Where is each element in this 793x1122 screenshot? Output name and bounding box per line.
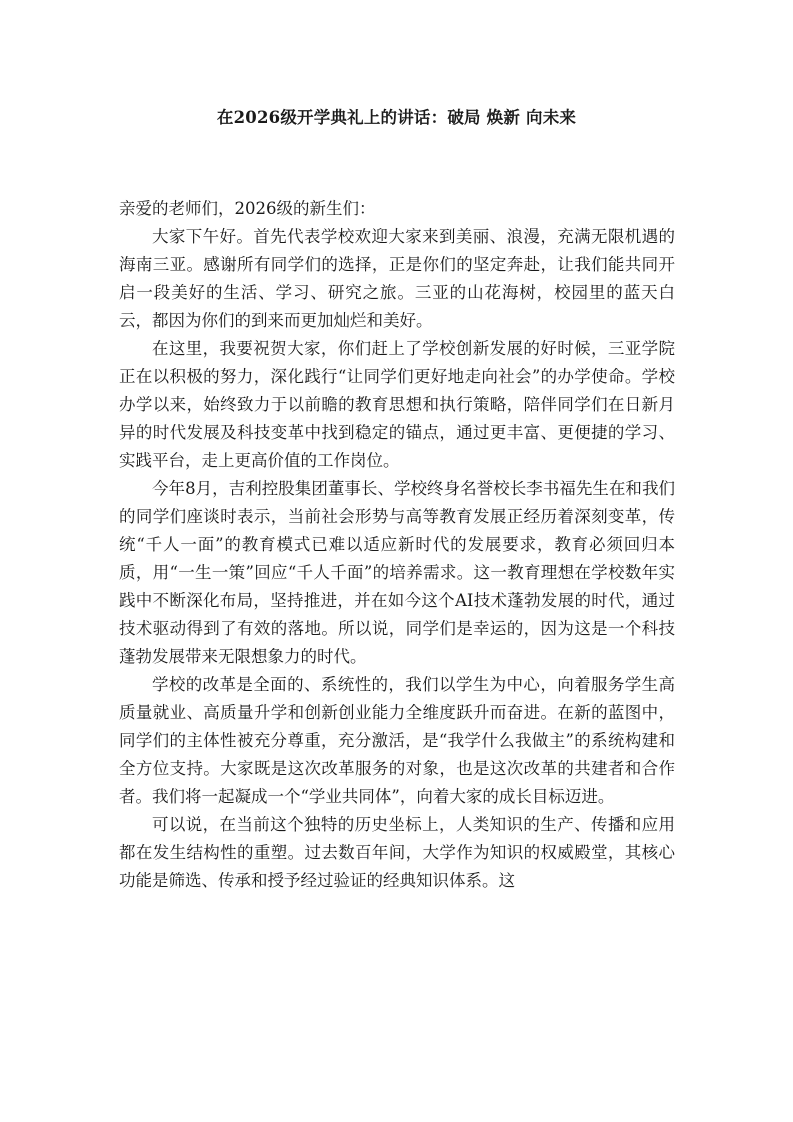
paragraph: 可以说，在当前这个独特的历史坐标上，人类知识的生产、传播和应用都在发生结构性的重塑。过去数百年间，大学作为知识的权威殿堂，其核心功能是筛选、传承和授予经过验证的经典知识体系。这 xyxy=(119,815,675,890)
salutation: 亲爱的老师们，2026级的新生们： xyxy=(119,199,376,218)
paragraph: 在这里，我要祝贺大家，你们赶上了学校创新发展的好时候，三亚学院正在以积极的努力，深化践行“让同学们更好地走向社会”的办学使命。学校办学以来，始终致力于以前瞻的教育思想和执行策略，陪伴同学们在日新月异的时代发展及科技变革中找到稳定的锚点，通过更丰富、更便捷的学习、实践平台，走上更高价值的工作岗位。 xyxy=(119,339,675,470)
paragraph: 学校的改革是全面的、系统性的，我们以学生为中心，向着服务学生高质量就业、高质量升学和创新创业能力全维度跃升而奋进。在新的蓝图中，同学们的主体性被充分尊重，充分激活，是“我学什么我做主”的系统构建和全方位支持。大家既是这次改革服务的对象，也是这次改革的共建者和合作者。我们将一起凝成一个“学业共同体”，向着大家的成长目标迈进。 xyxy=(119,675,675,806)
document-body xyxy=(119,195,675,895)
paragraph: 今年8月，吉利控股集团董事长、学校终身名誉校长李书福先生在和我们的同学们座谈时表示，当前社会形势与高等教育发展正经历着深刻变革，传统“千人一面”的教育模式已难以适应新时代的发展要求，教育必须回归本质，用“一生一策”回应“千人千面”的培养需求。这一教育理想在学校数年实践中不断深化布局，坚持推进，并在如今这个AI技术蓬勃发展的时代，通过技术驱动得到了有效的落地。所以说，同学们是幸运的，因为这是一个科技蓬勃发展带来无限想象力的时代。 xyxy=(119,479,675,666)
paragraph: 大家下午好。首先代表学校欢迎大家来到美丽、浪漫，充满无限机遇的海南三亚。感谢所有同学们的选择，正是你们的坚定奔赴，让我们能共同开启一段美好的生活、学习、研究之旅。三亚的山花海树，校园里的蓝天白云，都因为你们的到来而更加灿烂和美好。 xyxy=(119,227,675,330)
document-title: 在2026级开学典礼上的讲话：破局 焕新 向未来 xyxy=(216,108,577,127)
